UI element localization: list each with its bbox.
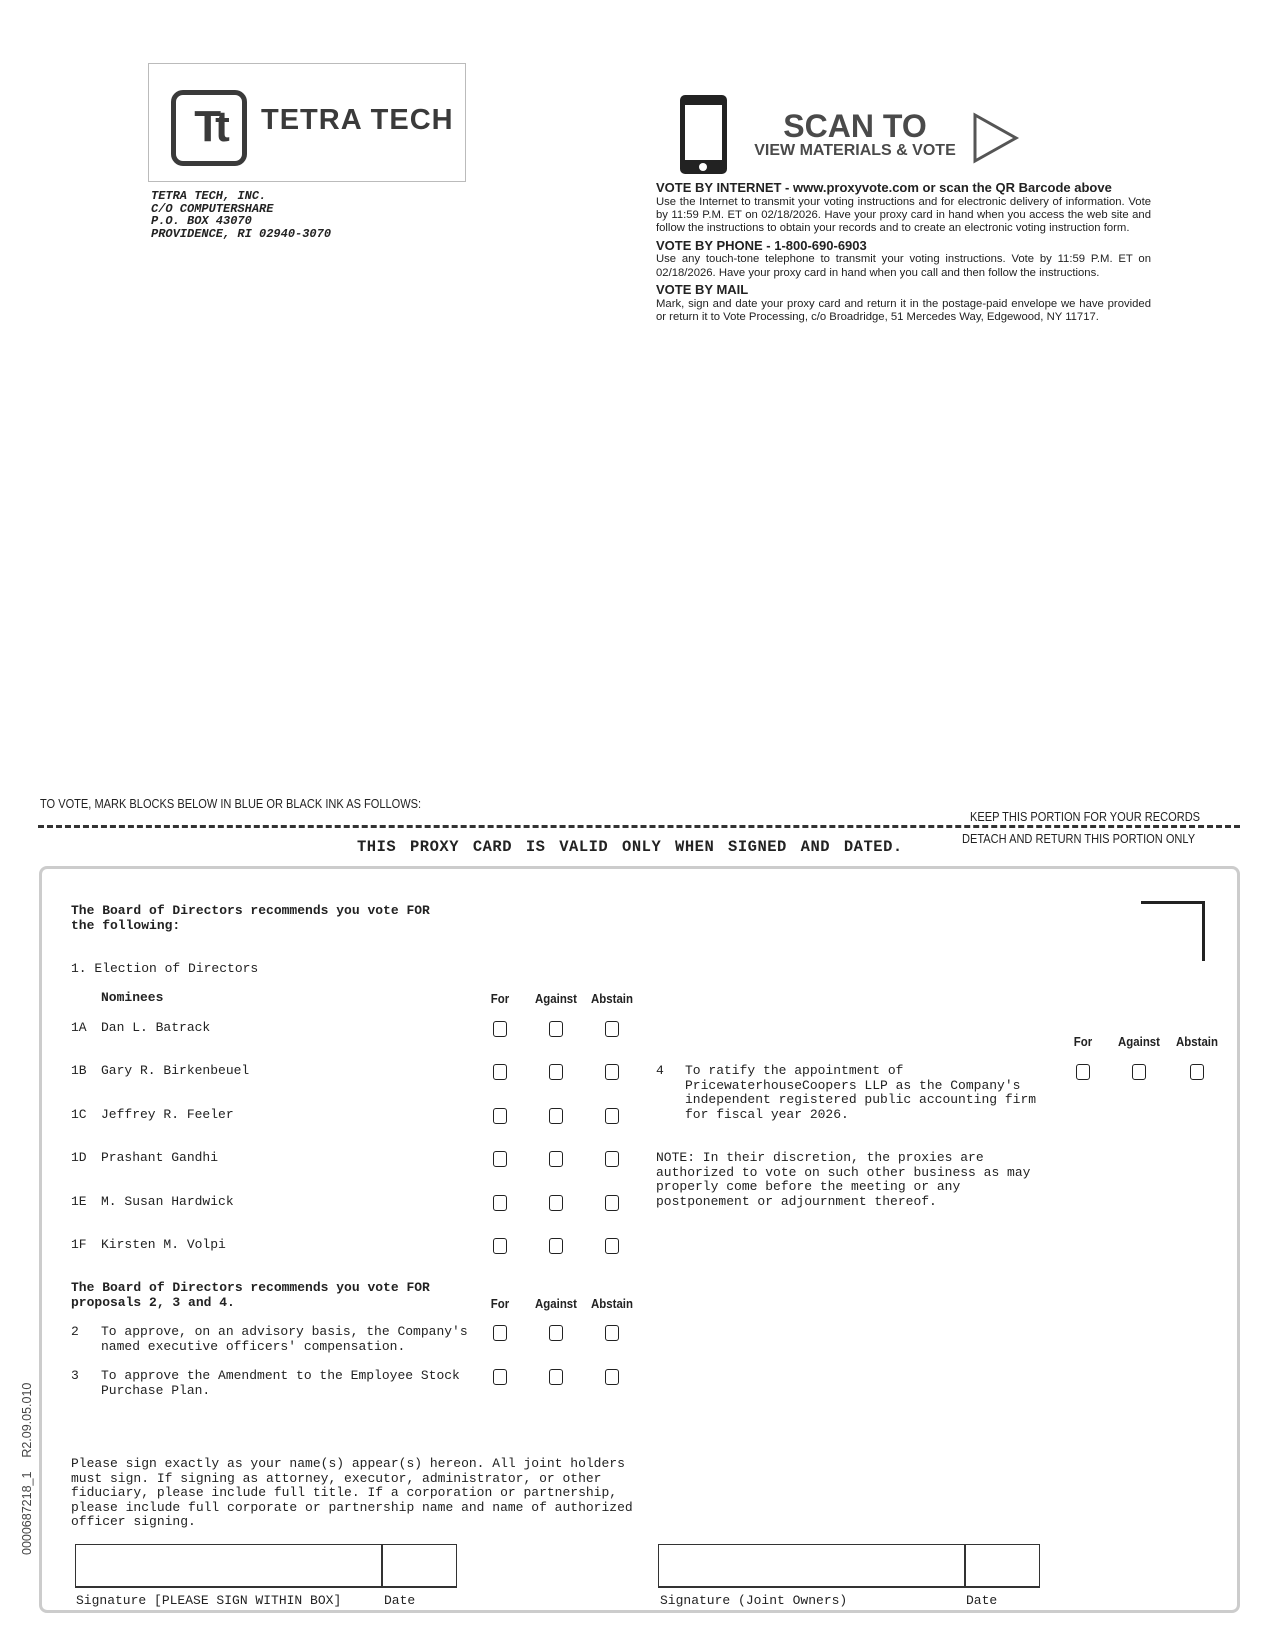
valid-notice: THIS PROXY CARD IS VALID ONLY WHEN SIGNED AND DATED. xyxy=(357,838,903,856)
corner-mark xyxy=(1141,901,1205,961)
nominee-id: 1E xyxy=(71,1193,87,1209)
signature-label: Signature [PLEASE SIGN WITHIN BOX] xyxy=(76,1593,342,1608)
vote-phone-body: Use any touch-tone telephone to transmit your voting instructions. Vote by 11:59 P.M. ET on 02/18/2026. Have your proxy card in hand when you call and then follow the instructions. xyxy=(656,253,1151,279)
vote-mail-body: Mark, sign and date your proxy card and return it in the postage-paid envelope we have provided or return it to Vote Processing, c/o Broadridge, 51 Mercedes Way, Edgewood, NY 11717. xyxy=(656,297,1151,323)
date-label: Date xyxy=(384,1593,416,1608)
signature-box[interactable] xyxy=(75,1544,382,1588)
board-recommendation-1: The Board of Directors recommends you vote FOR the following: xyxy=(71,903,430,933)
address-line: P.O. BOX 43070 xyxy=(151,214,252,228)
joint-date-box[interactable] xyxy=(965,1544,1040,1588)
nominee-id: 1B xyxy=(71,1063,87,1079)
nominee-1d-for-checkbox[interactable] xyxy=(493,1151,507,1167)
play-arrow-icon xyxy=(972,112,1020,164)
scan-subtitle: VIEW MATERIALS & VOTE xyxy=(754,142,956,159)
nominee-1b-for-checkbox[interactable] xyxy=(493,1064,507,1080)
joint-signature-label: Signature (Joint Owners) xyxy=(660,1593,848,1608)
side-code: 0000687218_1 R2.09.05.010 xyxy=(20,1382,34,1555)
address-line: C/O COMPUTERSHARE xyxy=(151,201,274,216)
logo-name: TETRA TECH xyxy=(261,104,454,136)
nominee-1c-for-checkbox[interactable] xyxy=(493,1108,507,1124)
nominee-id: 1A xyxy=(71,1020,87,1035)
nominee-1e-against-checkbox[interactable] xyxy=(549,1195,563,1211)
nominee-1a-abstain-checkbox[interactable] xyxy=(605,1021,619,1037)
return-address xyxy=(151,190,331,240)
nominee-1b-abstain-checkbox[interactable] xyxy=(605,1064,619,1080)
proposal-4-for-checkbox[interactable] xyxy=(1076,1064,1090,1080)
proposal-4-abstain-header: Abstain xyxy=(1176,1034,1218,1049)
proposal-4-for-header: For xyxy=(1073,1034,1093,1049)
company-logo xyxy=(148,63,466,182)
mark-instructions: TO VOTE, MARK BLOCKS BELOW IN BLUE OR BLACK INK AS FOLLOWS: xyxy=(40,796,422,811)
proposal-id: 3 xyxy=(71,1368,79,1383)
proposals-for-header: For xyxy=(490,1296,510,1311)
date-box[interactable] xyxy=(382,1544,457,1588)
proposal-3-against-checkbox[interactable] xyxy=(549,1369,563,1385)
election-heading: 1. Election of Directors xyxy=(71,961,259,976)
logo-mark: Tt xyxy=(171,90,247,166)
vote-internet-body: Use the Internet to transmit your voting instructions and for electronic delivery of information. Vote by 11:59 P.M. ET on 02/18/2026. Have your proxy card in hand when you access the web site and follow the instructions to obtain your records and to create an electronic voting instruction form. xyxy=(656,195,1151,235)
proposals-against-header: Against xyxy=(535,1296,577,1311)
nominee-1a-against-checkbox[interactable] xyxy=(549,1021,563,1037)
nominees-label: Nominees xyxy=(101,990,164,1005)
nominee-name: Prashant Gandhi xyxy=(101,1150,219,1166)
nominee-1a-for-checkbox[interactable] xyxy=(493,1021,507,1037)
proposal-id: 2 xyxy=(71,1324,79,1339)
nominee-id: 1F xyxy=(71,1237,87,1252)
discretion-note: NOTE: In their discretion, the proxies are authorized to vote on such other business as may properly come before the meeting or any postponement or adjournment thereof. xyxy=(656,1150,1031,1209)
detach-line xyxy=(38,825,1240,828)
nominee-1e-abstain-checkbox[interactable] xyxy=(605,1195,619,1211)
nominee-name: Gary R. Birkenbeuel xyxy=(101,1063,250,1079)
proposal-4-against-header: Against xyxy=(1118,1034,1160,1049)
proposal-2-abstain-checkbox[interactable] xyxy=(605,1325,619,1341)
proposal-4-id: 4 xyxy=(656,1063,664,1078)
nominee-id: 1C xyxy=(71,1106,87,1122)
nominee-1e-for-checkbox[interactable] xyxy=(493,1195,507,1211)
board-recommendation-2: The Board of Directors recommends you vote FOR proposals 2, 3 and 4. xyxy=(71,1280,430,1310)
scan-title: SCAN TO xyxy=(783,108,927,144)
nominee-1f-against-checkbox[interactable] xyxy=(549,1238,563,1254)
nominee-1f-abstain-checkbox[interactable] xyxy=(605,1238,619,1254)
vote-mail-heading: VOTE BY MAIL xyxy=(656,282,749,298)
vote-methods xyxy=(656,181,1151,324)
nominee-name: M. Susan Hardwick xyxy=(101,1193,234,1209)
nominees-abstain-header: Abstain xyxy=(591,991,633,1006)
proposal-4-abstain-checkbox[interactable] xyxy=(1190,1064,1204,1080)
proposal-3-for-checkbox[interactable] xyxy=(493,1369,507,1385)
nominee-1d-abstain-checkbox[interactable] xyxy=(605,1151,619,1167)
nominee-name: Jeffrey R. Feeler xyxy=(101,1106,234,1122)
nominees-for-header: For xyxy=(490,991,510,1006)
nominee-id: 1D xyxy=(71,1150,87,1166)
nominee-name: Dan L. Batrack xyxy=(101,1020,211,1035)
joint-signature-box[interactable] xyxy=(658,1544,965,1588)
proposal-4-against-checkbox[interactable] xyxy=(1132,1064,1146,1080)
nominee-1c-against-checkbox[interactable] xyxy=(549,1108,563,1124)
nominee-1b-against-checkbox[interactable] xyxy=(549,1064,563,1080)
address-line: TETRA TECH, INC. xyxy=(151,189,267,203)
sign-instructions: Please sign exactly as your name(s) appear(s) hereon. All joint holders must sign. If signing as attorney, executor, administrator, or other fiduciary, please include full title. If a corporation or partnership, please include full corporate or partnership name and name of authorized officer signing. xyxy=(71,1456,633,1529)
proposals-abstain-header: Abstain xyxy=(591,1296,633,1311)
phone-icon xyxy=(680,95,727,174)
proposal-3-abstain-checkbox[interactable] xyxy=(605,1369,619,1385)
address-line: PROVIDENCE, RI 02940-3070 xyxy=(151,226,332,241)
joint-date-label: Date xyxy=(966,1593,998,1608)
proposal-2-for-checkbox[interactable] xyxy=(493,1325,507,1341)
nominee-1f-for-checkbox[interactable] xyxy=(493,1238,507,1254)
vote-phone-heading: VOTE BY PHONE - 1-800-690-6903 xyxy=(656,237,867,253)
detach-label: DETACH AND RETURN THIS PORTION ONLY xyxy=(962,831,1196,846)
proposal-text: To approve the Amendment to the Employee Stock Purchase Plan. xyxy=(101,1368,460,1398)
vote-internet-heading: VOTE BY INTERNET - www.proxyvote.com or scan the QR Barcode above xyxy=(656,180,1112,195)
nominee-1d-against-checkbox[interactable] xyxy=(549,1151,563,1167)
proposal-text: To approve, on an advisory basis, the Company's named executive officers' compensation. xyxy=(101,1324,468,1354)
keep-portion-label: KEEP THIS PORTION FOR YOUR RECORDS xyxy=(970,809,1201,824)
proposal-2-against-checkbox[interactable] xyxy=(549,1325,563,1341)
proposal-4-text: To ratify the appointment of PricewaterhouseCoopers LLP as the Company's independent registered public accounting firm for fiscal year 2026. xyxy=(685,1063,1037,1122)
nominees-against-header: Against xyxy=(535,991,577,1006)
nominee-1c-abstain-checkbox[interactable] xyxy=(605,1108,619,1124)
nominee-name: Kirsten M. Volpi xyxy=(101,1237,226,1252)
